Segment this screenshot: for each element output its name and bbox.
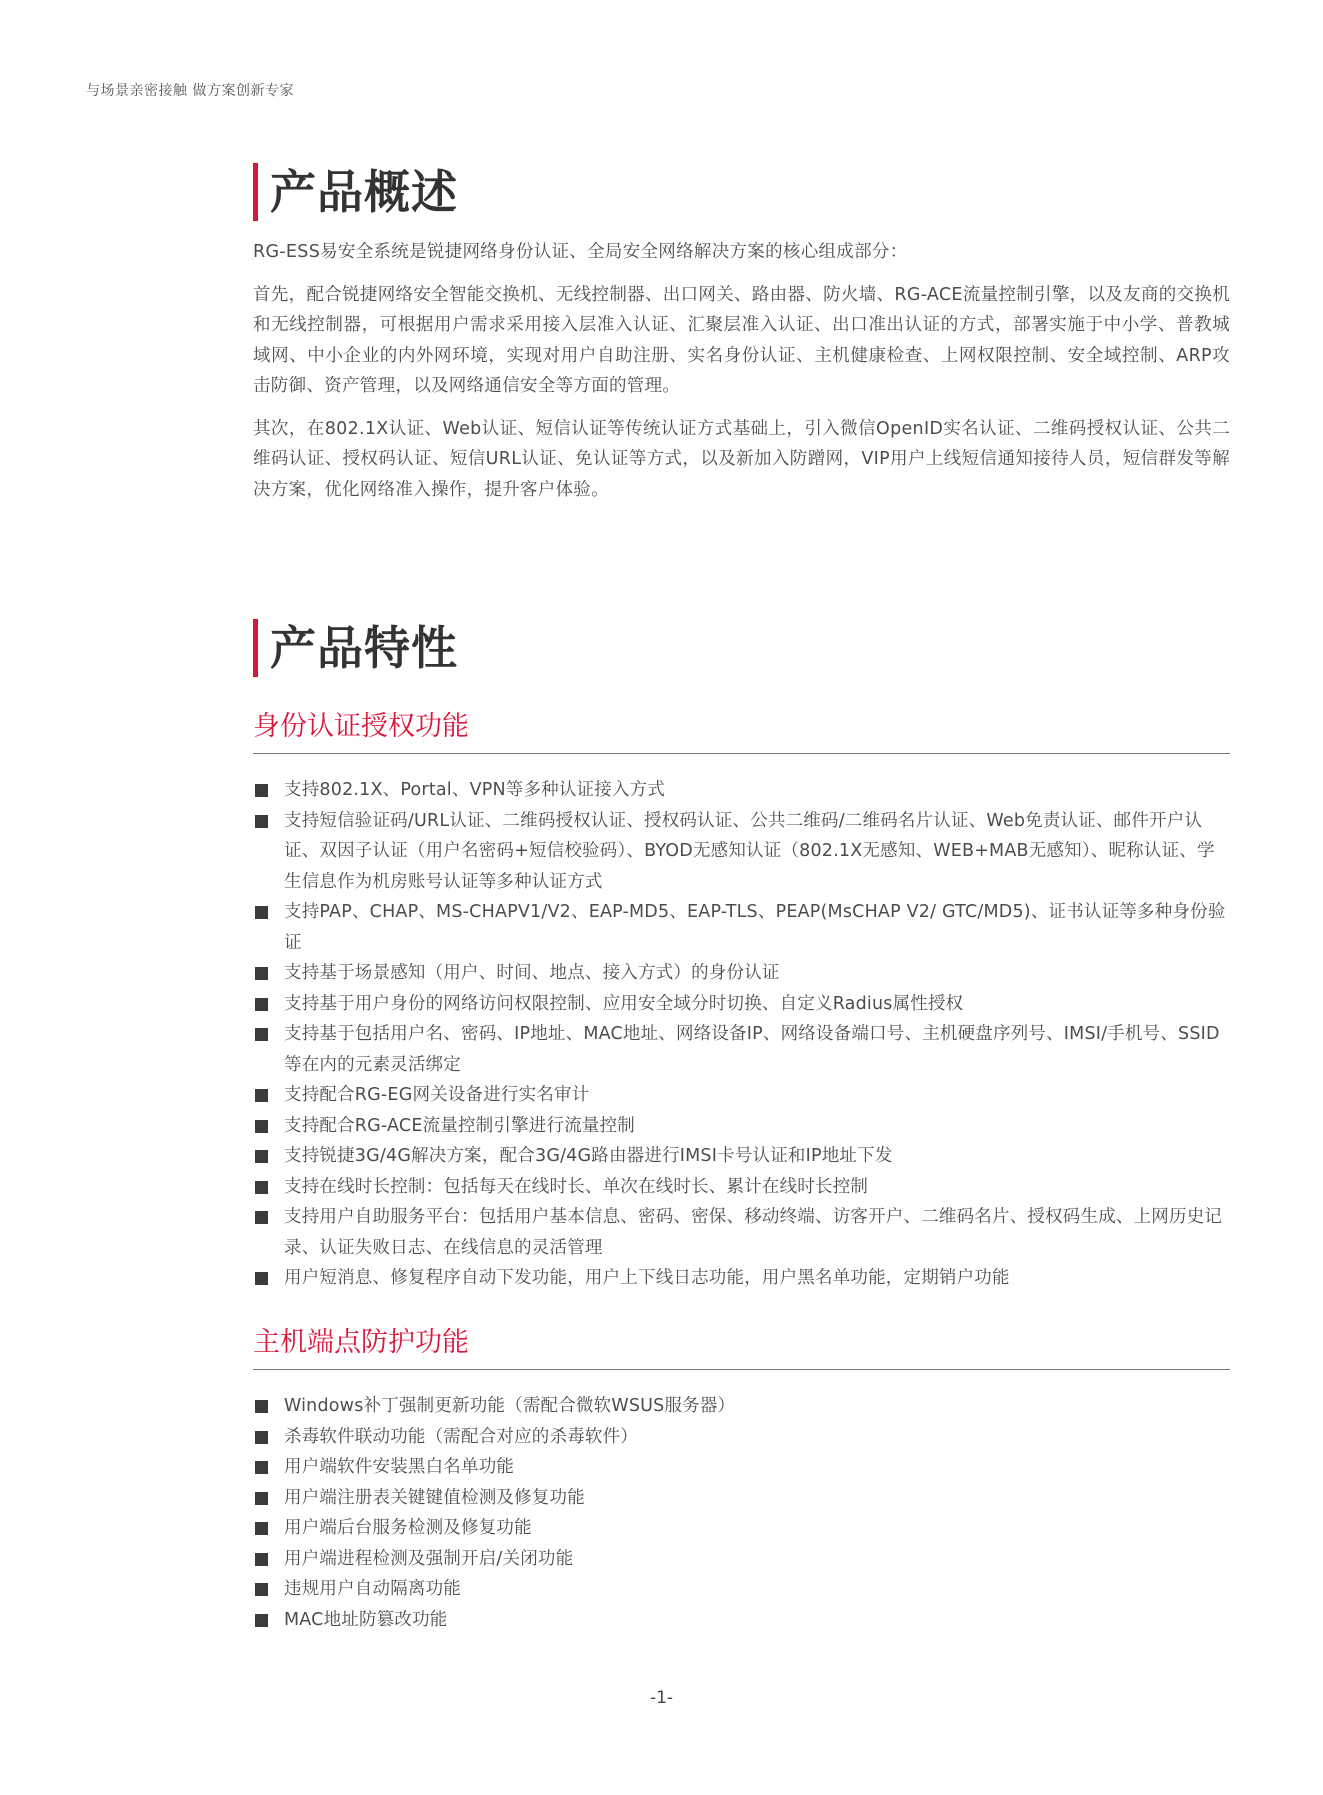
list-item-text: 支持基于场景感知（用户、时间、地点、接入方式）的身份认证 bbox=[284, 963, 780, 983]
square-bullet-icon bbox=[255, 1553, 268, 1566]
square-bullet-icon bbox=[255, 1614, 268, 1627]
overview-heading bbox=[253, 162, 458, 222]
host-feature-list bbox=[253, 1391, 1230, 1635]
list-item-text: 支持PAP、CHAP、MS-CHAPV1/V2、EAP-MD5、EAP-TLS、PEAP(MsCHAP V2/ GTC/MD5)、证书认证等多种身份验证 bbox=[284, 902, 1226, 953]
list-item bbox=[253, 1391, 1230, 1422]
list-item-text: 支持锐捷3G/4G解决方案，配合3G/4G路由器进行IMSI卡号认证和IP地址下发 bbox=[284, 1146, 893, 1166]
list-item-text: 支持用户自助服务平台：包括用户基本信息、密码、密保、移动终端、访客开户、二维码名片、授权码生成、上网历史记录、认证失败日志、在线信息的灵活管理 bbox=[284, 1207, 1223, 1258]
list-item bbox=[253, 1452, 1230, 1483]
list-item bbox=[253, 897, 1230, 958]
list-item bbox=[253, 806, 1230, 898]
list-item bbox=[253, 775, 1230, 806]
overview-paragraph: 首先，配合锐捷网络安全智能交换机、无线控制器、出口网关、路由器、防火墙、RG-ACE流量控制引擎，以及友商的交换机和无线控制器，可根据用户需求采用接入层准入认证、汇聚层准入认证、出口准出认证的方式，部署实施于中小学、普教城域网、中小企业的内外网环境，实现对用户自助注册、实名身份认证、主机健康检查、上网权限控制、安全域控制、ARP攻击防御、资产管理，以及网络通信安全等方面的管理。 bbox=[253, 284, 1230, 396]
list-item bbox=[253, 1483, 1230, 1514]
square-bullet-icon bbox=[255, 1150, 268, 1163]
list-item-text: 支持配合RG-EG网关设备进行实名审计 bbox=[284, 1085, 590, 1105]
square-bullet-icon bbox=[255, 1028, 268, 1041]
list-item bbox=[253, 989, 1230, 1020]
list-item-text: MAC地址防篡改功能 bbox=[284, 1609, 448, 1630]
overview-paragraph: RG-ESS易安全系统是锐捷网络身份认证、全局安全网络解决方案的核心组成部分： bbox=[253, 242, 908, 262]
square-bullet-icon bbox=[255, 998, 268, 1011]
square-bullet-icon bbox=[255, 1492, 268, 1505]
list-item bbox=[253, 1422, 1230, 1453]
overview-title: 产品概述 bbox=[270, 165, 458, 219]
list-item-text: 杀毒软件联动功能（需配合对应的杀毒软件） bbox=[284, 1426, 638, 1447]
square-bullet-icon bbox=[255, 1089, 268, 1102]
square-bullet-icon bbox=[255, 1461, 268, 1474]
list-item bbox=[253, 1111, 1230, 1142]
list-item-text: 支持基于用户身份的网络访问权限控制、应用安全域分时切换、自定义Radius属性授权 bbox=[284, 993, 964, 1014]
list-item bbox=[253, 1019, 1230, 1080]
list-item-text: Windows补丁强制更新功能（需配合微软WSUS服务器） bbox=[284, 1396, 736, 1416]
heading-accent-bar bbox=[253, 163, 258, 221]
list-item bbox=[253, 1172, 1230, 1203]
square-bullet-icon bbox=[255, 784, 268, 797]
features-title: 产品特性 bbox=[270, 621, 458, 675]
square-bullet-icon bbox=[255, 1120, 268, 1133]
list-item-text: 支持配合RG-ACE流量控制引擎进行流量控制 bbox=[284, 1115, 635, 1136]
list-item bbox=[253, 1574, 1230, 1605]
list-item-text: 用户端注册表关键键值检测及修复功能 bbox=[284, 1487, 585, 1508]
list-item-text: 支持802.1X、Portal、VPN等多种认证接入方式 bbox=[284, 780, 666, 800]
square-bullet-icon bbox=[255, 1211, 268, 1224]
identity-feature-list bbox=[253, 775, 1230, 1294]
list-item-text: 用户端软件安装黑白名单功能 bbox=[284, 1457, 515, 1477]
list-item-text: 用户短消息、修复程序自动下发功能，用户上下线日志功能，用户黑名单功能，定期销户功能 bbox=[284, 1268, 1010, 1288]
features-heading bbox=[253, 618, 458, 678]
list-item bbox=[253, 958, 1230, 989]
square-bullet-icon bbox=[255, 1272, 268, 1285]
list-item bbox=[253, 1202, 1230, 1263]
square-bullet-icon bbox=[255, 967, 268, 980]
list-item-text: 用户端进程检测及强制开启/关闭功能 bbox=[284, 1548, 574, 1569]
overview-body bbox=[253, 237, 1230, 515]
list-item bbox=[253, 1263, 1230, 1294]
square-bullet-icon bbox=[255, 1400, 268, 1413]
page-number: -1- bbox=[649, 1688, 674, 1708]
host-section-title: 主机端点防护功能 bbox=[253, 1323, 1230, 1370]
square-bullet-icon bbox=[255, 906, 268, 919]
square-bullet-icon bbox=[255, 1431, 268, 1444]
list-item-text: 支持短信验证码/URL认证、二维码授权认证、授权码认证、公共二维码/二维码名片认证、Web免责认证、邮件开户认证、双因子认证（用户名密码+短信校验码）、BYOD无感知认证（802.1X无感知、WEB+MAB无感知）、昵称认证、学生信息作为机房账号认证等多种认证方式 bbox=[284, 810, 1215, 892]
list-item bbox=[253, 1513, 1230, 1544]
square-bullet-icon bbox=[255, 1583, 268, 1596]
list-item bbox=[253, 1605, 1230, 1636]
heading-accent-bar bbox=[253, 619, 258, 677]
list-item-text: 支持在线时长控制：包括每天在线时长、单次在线时长、累计在线时长控制 bbox=[284, 1176, 869, 1197]
list-item bbox=[253, 1080, 1230, 1111]
list-item bbox=[253, 1544, 1230, 1575]
square-bullet-icon bbox=[255, 815, 268, 828]
list-item bbox=[253, 1141, 1230, 1172]
identity-section-title: 身份认证授权功能 bbox=[253, 707, 1230, 754]
list-item-text: 违规用户自动隔离功能 bbox=[284, 1579, 461, 1599]
square-bullet-icon bbox=[255, 1181, 268, 1194]
identity-section bbox=[253, 707, 1230, 1294]
list-item-text: 支持基于包括用户名、密码、IP地址、MAC地址、网络设备IP、网络设备端口号、主机硬盘序列号、IMSI/手机号、SSID等在内的元素灵活绑定 bbox=[284, 1024, 1220, 1075]
header-tagline: 与场景亲密接触 做方案创新专家 bbox=[86, 83, 294, 99]
list-item-text: 用户端后台服务检测及修复功能 bbox=[284, 1518, 532, 1538]
host-section bbox=[253, 1323, 1230, 1635]
square-bullet-icon bbox=[255, 1522, 268, 1535]
overview-paragraph: 其次，在802.1X认证、Web认证、短信认证等传统认证方式基础上，引入微信OpenID实名认证、二维码授权认证、公共二维码认证、授权码认证、短信URL认证、免认证等方式，以及新加入防蹭网，VIP用户上线短信通知接待人员，短信群发等解决方案，优化网络准入操作，提升客户体验。 bbox=[253, 418, 1230, 500]
